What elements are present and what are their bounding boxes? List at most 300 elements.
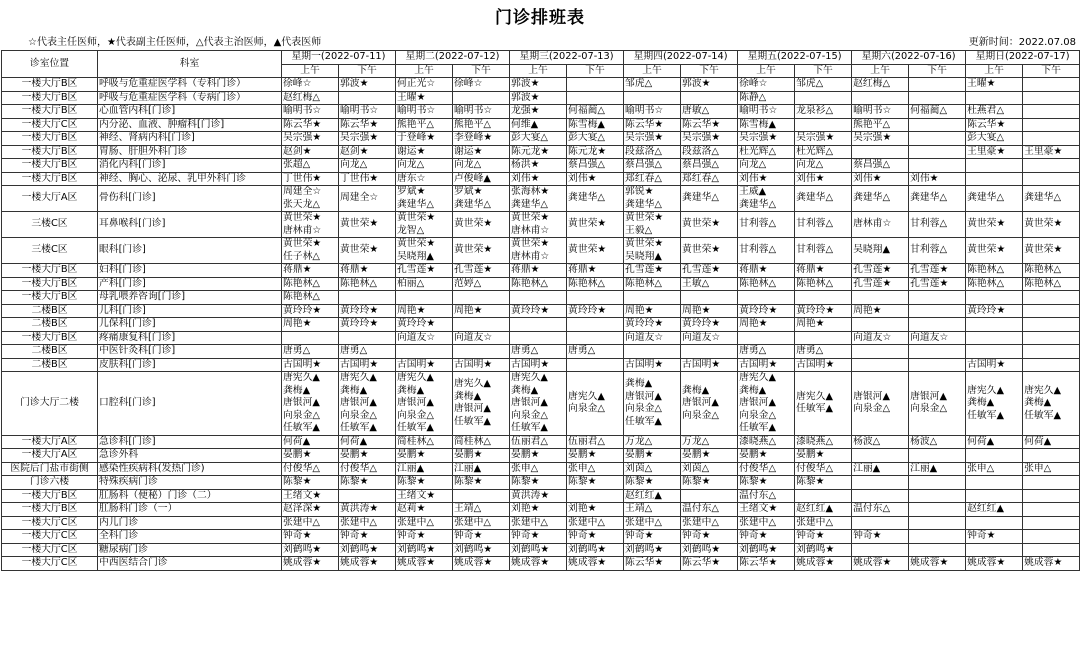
doctor-name: 喻明书☆ xyxy=(853,105,892,116)
pm-slot xyxy=(339,186,396,212)
day-header: 星期二(2022-07-12) xyxy=(396,51,510,65)
pm-slot xyxy=(1023,145,1080,159)
pm-slot xyxy=(567,557,624,571)
am-slot xyxy=(396,358,453,372)
am-slot xyxy=(738,516,795,530)
doctor-name: 晏鹏★ xyxy=(340,449,369,460)
doctor-name: 王绪文★ xyxy=(283,489,322,501)
doctor-name: 吴宗强★ xyxy=(625,132,664,143)
am-slot xyxy=(966,78,1023,92)
pm-slot xyxy=(567,277,624,291)
pm-slot xyxy=(909,172,966,186)
pm-slot xyxy=(453,331,510,345)
am-slot xyxy=(282,516,339,530)
doctor-name: 喻明书☆ xyxy=(739,105,778,116)
doctor-name: 唐宪久▲ xyxy=(1024,384,1062,396)
am-slot xyxy=(624,118,681,132)
pm-slot xyxy=(339,159,396,173)
department-name: 神经、肾病内科[门诊] xyxy=(98,132,282,146)
department-name: 中医针灸科[门诊] xyxy=(98,345,282,359)
doctor-name: 王靖△ xyxy=(625,503,653,514)
doctor-name: 赵剑★ xyxy=(283,145,312,157)
doctor-name: 陈黎★ xyxy=(454,476,483,487)
doctor-name: 简桂林△ xyxy=(397,435,434,447)
am-slot xyxy=(966,462,1023,476)
doctor-name: 黄世荣★ xyxy=(340,218,379,230)
pm-slot xyxy=(795,489,852,503)
doctor-name: 陈黎★ xyxy=(739,476,768,487)
doctor-name: 唐林甫☆ xyxy=(283,224,322,236)
pm-slot xyxy=(681,304,738,318)
doctor-name: 刘伟★ xyxy=(511,172,540,184)
doctor-name: 龚梅▲ xyxy=(682,384,710,396)
am-slot xyxy=(396,449,453,463)
pm-slot xyxy=(795,304,852,318)
doctor-name: 唐勇△ xyxy=(283,345,311,356)
am-slot xyxy=(282,105,339,119)
department-name: 口腔科[门诊] xyxy=(98,372,282,436)
pm-slot xyxy=(681,503,738,517)
doctor-name: 范婷△ xyxy=(454,277,482,289)
doctor-name: 郭波★ xyxy=(682,78,711,89)
pm-slot xyxy=(567,543,624,557)
am-slot xyxy=(396,304,453,318)
am-slot xyxy=(966,543,1023,557)
am-slot xyxy=(966,186,1023,212)
am-slot xyxy=(852,462,909,476)
pm-slot xyxy=(567,516,624,530)
pm-slot xyxy=(909,503,966,517)
doctor-name: 龚建华△ xyxy=(568,192,605,204)
doctor-name: 陈黎★ xyxy=(796,476,825,487)
doctor-name: 卢俊峰▲ xyxy=(454,172,491,184)
doctor-name: 龚建华△ xyxy=(1024,192,1062,204)
doctor-name: 龚建华△ xyxy=(739,198,776,210)
doctor-name: 唐宪久▲ xyxy=(796,390,833,402)
pm-slot xyxy=(453,118,510,132)
am-header: 上午 xyxy=(852,64,909,78)
table-row xyxy=(2,476,1080,490)
am-slot xyxy=(510,331,567,345)
am-slot xyxy=(966,489,1023,503)
am-slot xyxy=(282,435,339,449)
doctor-name: 刘鹤鸣★ xyxy=(739,543,778,555)
doctor-name: 黄世荣★ xyxy=(511,238,550,249)
schedule-table xyxy=(1,50,1080,571)
pm-slot xyxy=(1023,449,1080,463)
pm-header: 下午 xyxy=(1023,64,1080,78)
table-row xyxy=(2,238,1080,264)
doctor-name: 姚成蓉★ xyxy=(454,557,493,568)
department-name: 消化内科[门诊] xyxy=(98,159,282,173)
doctor-name: 唐银河▲ xyxy=(682,397,719,408)
pm-slot xyxy=(567,449,624,463)
doctor-name: 周艳★ xyxy=(853,304,882,316)
doctor-name: 黄世荣★ xyxy=(397,212,436,223)
doctor-name: 王里豪★ xyxy=(967,145,1006,157)
table-row xyxy=(2,172,1080,186)
table-row xyxy=(2,449,1080,463)
doctor-name: 刘伟★ xyxy=(910,172,939,184)
pm-slot xyxy=(453,172,510,186)
am-slot xyxy=(624,489,681,503)
am-slot xyxy=(624,132,681,146)
day-header: 星期六(2022-07-16) xyxy=(852,51,966,65)
doctor-name: 唐林甫☆ xyxy=(511,250,550,262)
am-slot xyxy=(852,264,909,278)
pm-slot xyxy=(1023,358,1080,372)
am-slot xyxy=(852,78,909,92)
doctor-name: 郭锐★ xyxy=(625,186,654,197)
doctor-name: 唐银河▲ xyxy=(739,397,776,408)
doctor-name: 吴宗强★ xyxy=(340,132,379,143)
doctor-name: 谢运★ xyxy=(397,145,426,157)
pm-slot xyxy=(909,476,966,490)
table-row xyxy=(2,186,1080,212)
am-slot xyxy=(738,304,795,318)
am-slot xyxy=(624,78,681,92)
doctor-name: 蒋鼎★ xyxy=(511,264,540,275)
doctor-name: 蒋鼎★ xyxy=(568,264,597,275)
am-slot xyxy=(510,476,567,490)
am-slot xyxy=(396,172,453,186)
doctor-name: 熊艳平△ xyxy=(454,118,491,130)
am-slot xyxy=(282,212,339,238)
am-slot xyxy=(396,212,453,238)
pm-slot xyxy=(567,105,624,119)
doctor-name: 刘茵△ xyxy=(625,462,653,474)
am-slot xyxy=(396,291,453,305)
doctor-name: 吴晓翔▲ xyxy=(853,244,891,256)
doctor-name: 钟奇★ xyxy=(796,530,825,541)
doctor-name: 向龙△ xyxy=(397,159,425,170)
doctor-name: 何荷▲ xyxy=(1024,435,1052,447)
pm-slot xyxy=(567,331,624,345)
doctor-name: 喻明书☆ xyxy=(397,105,436,116)
pm-slot xyxy=(909,291,966,305)
doctor-name: 陈艳林△ xyxy=(625,277,662,289)
doctor-name: 吴宗强★ xyxy=(283,132,322,143)
am-slot xyxy=(510,503,567,517)
doctor-name: 王曜★ xyxy=(397,91,426,103)
am-slot xyxy=(624,358,681,372)
am-slot xyxy=(852,435,909,449)
pm-slot xyxy=(681,277,738,291)
doctor-name: 龚建华△ xyxy=(625,198,662,210)
doctor-name: 蒋鼎★ xyxy=(739,264,768,275)
pm-slot xyxy=(339,291,396,305)
am-slot xyxy=(738,118,795,132)
pm-slot xyxy=(1023,118,1080,132)
doctor-name: 黄世荣★ xyxy=(283,238,322,249)
am-slot xyxy=(510,264,567,278)
pm-slot xyxy=(681,238,738,264)
doctor-name: 唐银河▲ xyxy=(340,397,377,408)
doctor-name: 陈黎★ xyxy=(283,476,312,487)
pm-slot xyxy=(339,238,396,264)
doctor-name: 陈艳林△ xyxy=(1024,264,1062,275)
doctor-name: 龚梅▲ xyxy=(283,384,311,396)
doctor-name: 钟奇★ xyxy=(340,530,369,541)
pm-slot xyxy=(681,132,738,146)
doctor-name: 晏鹏★ xyxy=(454,449,483,460)
doctor-name: 龚梅▲ xyxy=(397,384,425,396)
doctor-name: 孔雪莲★ xyxy=(853,264,892,275)
doctor-name: 姚成蓉★ xyxy=(397,557,436,568)
table-row xyxy=(2,159,1080,173)
clinic-location: 一楼大厅B区 xyxy=(2,132,98,146)
doctor-name: 陈元龙★ xyxy=(511,145,550,157)
doctor-name: 陈艳林△ xyxy=(511,277,548,289)
doctor-name: 刘鹤鸣★ xyxy=(511,543,550,555)
pm-slot xyxy=(681,145,738,159)
pm-slot xyxy=(681,435,738,449)
doctor-name: 黄世荣★ xyxy=(625,238,664,249)
pm-slot xyxy=(909,449,966,463)
pm-slot xyxy=(681,345,738,359)
doctor-name: 姚成蓉★ xyxy=(796,557,835,568)
doctor-name: 龚建华△ xyxy=(454,198,491,210)
table-row xyxy=(2,516,1080,530)
pm-slot xyxy=(681,186,738,212)
pm-slot xyxy=(795,530,852,544)
pm-slot xyxy=(681,530,738,544)
doctor-name: 陈黎★ xyxy=(397,476,426,487)
doctor-name: 郭波★ xyxy=(340,78,369,89)
am-slot xyxy=(510,345,567,359)
am-slot xyxy=(738,503,795,517)
am-slot xyxy=(396,277,453,291)
doctor-name: 张建中△ xyxy=(682,516,719,528)
pm-slot xyxy=(1023,277,1080,291)
clinic-location: 一楼大厅B区 xyxy=(2,105,98,119)
department-name: 产科[门诊] xyxy=(98,277,282,291)
table-row xyxy=(2,264,1080,278)
doctor-name: 古国明★ xyxy=(511,358,550,370)
am-slot xyxy=(510,435,567,449)
pm-slot xyxy=(339,543,396,557)
doctor-name: 周艳★ xyxy=(454,304,483,316)
department-name: 妇科[门诊] xyxy=(98,264,282,278)
am-slot xyxy=(738,489,795,503)
pm-slot xyxy=(339,462,396,476)
pm-header: 下午 xyxy=(681,64,738,78)
doctor-name: 任敏军▲ xyxy=(511,422,548,433)
doctor-name: 刘艳★ xyxy=(511,503,540,514)
pm-slot xyxy=(681,358,738,372)
am-slot xyxy=(624,159,681,173)
department-name: 儿保科[门诊] xyxy=(98,318,282,332)
am-header: 上午 xyxy=(738,64,795,78)
pm-slot xyxy=(567,118,624,132)
pm-header: 下午 xyxy=(795,64,852,78)
doctor-name: 于登峰★ xyxy=(397,132,436,143)
doctor-name: 吴宗强★ xyxy=(796,132,835,143)
pm-slot xyxy=(909,277,966,291)
am-slot xyxy=(852,159,909,173)
clinic-location: 一楼大厅B区 xyxy=(2,277,98,291)
doctor-name: 张申△ xyxy=(967,462,995,474)
doctor-name: 赵红红▲ xyxy=(796,503,833,514)
pm-slot xyxy=(567,132,624,146)
pm-slot xyxy=(1023,331,1080,345)
pm-slot xyxy=(681,543,738,557)
am-slot xyxy=(966,304,1023,318)
doctor-name: 姚成蓉★ xyxy=(568,557,607,568)
pm-slot xyxy=(339,105,396,119)
doctor-name: 张建中△ xyxy=(511,516,548,528)
doctor-name: 张天龙△ xyxy=(283,198,320,210)
doctor-name: 张建中△ xyxy=(454,516,491,528)
am-slot xyxy=(852,530,909,544)
doctor-name: 谢运★ xyxy=(454,145,483,157)
pm-slot xyxy=(795,159,852,173)
am-slot xyxy=(966,358,1023,372)
am-slot xyxy=(624,503,681,517)
pm-slot xyxy=(1023,172,1080,186)
am-slot xyxy=(282,264,339,278)
doctor-name: 刘艳★ xyxy=(568,503,597,514)
doctor-name: 龚梅▲ xyxy=(739,384,767,396)
doctor-name: 蔡昌强△ xyxy=(853,159,891,170)
doctor-name: 龚建华△ xyxy=(511,198,548,210)
doctor-name: 向道友☆ xyxy=(454,331,493,343)
am-slot xyxy=(396,543,453,557)
pm-slot xyxy=(339,145,396,159)
am-slot xyxy=(852,132,909,146)
doctor-name: 蒋鼎★ xyxy=(283,264,312,275)
doctor-name: 刘鹤鸣★ xyxy=(796,543,835,555)
pm-slot xyxy=(1023,78,1080,92)
pm-slot xyxy=(453,449,510,463)
doctor-name: 徐峰☆ xyxy=(454,78,483,89)
doctor-name: 喻明书☆ xyxy=(283,105,322,116)
doctor-name: 郭波★ xyxy=(511,91,540,103)
pm-slot xyxy=(453,304,510,318)
am-slot xyxy=(396,372,453,436)
pm-slot xyxy=(909,238,966,264)
doctor-name: 钟奇★ xyxy=(568,530,597,541)
am-slot xyxy=(966,105,1023,119)
am-slot xyxy=(738,318,795,332)
pm-slot xyxy=(567,186,624,212)
pm-slot xyxy=(453,159,510,173)
doctor-name: 蔡昌强△ xyxy=(625,159,662,170)
am-slot xyxy=(738,145,795,159)
am-slot xyxy=(396,238,453,264)
pm-slot xyxy=(909,91,966,105)
doctor-name: 钟奇★ xyxy=(454,530,483,541)
am-slot xyxy=(510,172,567,186)
am-slot xyxy=(966,345,1023,359)
doctor-name: 郑红春△ xyxy=(682,172,719,184)
pm-slot xyxy=(795,105,852,119)
am-slot xyxy=(852,145,909,159)
table-row xyxy=(2,277,1080,291)
pm-slot xyxy=(795,264,852,278)
pm-slot xyxy=(567,530,624,544)
doctor-name: 唐银河▲ xyxy=(454,403,491,415)
doctor-name: 姚成蓉★ xyxy=(910,557,949,568)
am-slot xyxy=(510,304,567,318)
am-slot xyxy=(738,238,795,264)
am-header: 上午 xyxy=(282,64,339,78)
pm-slot xyxy=(567,212,624,238)
doctor-name: 杨洪★ xyxy=(511,159,540,170)
doctor-name: 向泉金△ xyxy=(397,409,434,421)
am-slot xyxy=(852,91,909,105)
am-slot xyxy=(624,91,681,105)
am-slot xyxy=(852,557,909,571)
clinic-location: 一楼大厅B区 xyxy=(2,264,98,278)
doctor-name: 王敏△ xyxy=(682,277,710,289)
am-slot xyxy=(738,186,795,212)
doctor-name: 龚建华△ xyxy=(910,192,948,204)
doctor-name: 晏鹏★ xyxy=(511,449,540,460)
table-row xyxy=(2,435,1080,449)
doctor-name: 钟奇★ xyxy=(625,530,654,541)
doctor-name: 喻明书☆ xyxy=(454,105,493,116)
pm-slot xyxy=(339,212,396,238)
pm-slot xyxy=(339,118,396,132)
am-slot xyxy=(510,91,567,105)
doctor-name: 付俊华△ xyxy=(283,462,320,474)
pm-slot xyxy=(795,78,852,92)
department-name: 肛肠科（便秘）门诊（二） xyxy=(98,489,282,503)
pm-slot xyxy=(567,91,624,105)
am-slot xyxy=(510,145,567,159)
pm-slot xyxy=(909,331,966,345)
pm-slot xyxy=(681,159,738,173)
doctor-name: 蒋鼎★ xyxy=(340,264,369,275)
pm-slot xyxy=(909,132,966,146)
doctor-name: 龚建华△ xyxy=(853,192,891,204)
pm-slot xyxy=(1023,557,1080,571)
department-header: 科室 xyxy=(98,51,282,78)
pm-slot xyxy=(453,132,510,146)
table-row xyxy=(2,118,1080,132)
legend-bar xyxy=(0,36,1080,50)
department-name: 皮肤科[门诊] xyxy=(98,358,282,372)
doctor-name: 古国明★ xyxy=(454,358,493,370)
doctor-name: 陈黎★ xyxy=(340,476,369,487)
pm-slot xyxy=(1023,304,1080,318)
pm-slot xyxy=(909,212,966,238)
doctor-name: 龚梅▲ xyxy=(454,390,482,402)
doctor-name: 任敏军▲ xyxy=(340,422,377,433)
department-name: 骨伤科[门诊] xyxy=(98,186,282,212)
pm-slot xyxy=(453,91,510,105)
pm-slot xyxy=(339,91,396,105)
am-slot xyxy=(624,212,681,238)
pm-slot xyxy=(339,435,396,449)
doctor-name: 钟奇★ xyxy=(511,530,540,541)
table-row xyxy=(2,291,1080,305)
doctor-name: 任敏军▲ xyxy=(1024,409,1062,421)
am-slot xyxy=(738,132,795,146)
pm-slot xyxy=(909,372,966,436)
pm-slot xyxy=(567,78,624,92)
am-slot xyxy=(624,557,681,571)
doctor-name: 陈云华★ xyxy=(682,557,721,568)
am-slot xyxy=(396,186,453,212)
department-name: 胃肠、肝胆外科门诊 xyxy=(98,145,282,159)
clinic-location: 二楼B区 xyxy=(2,318,98,332)
pm-slot xyxy=(909,264,966,278)
am-slot xyxy=(966,212,1023,238)
pm-slot xyxy=(795,145,852,159)
am-slot xyxy=(510,78,567,92)
